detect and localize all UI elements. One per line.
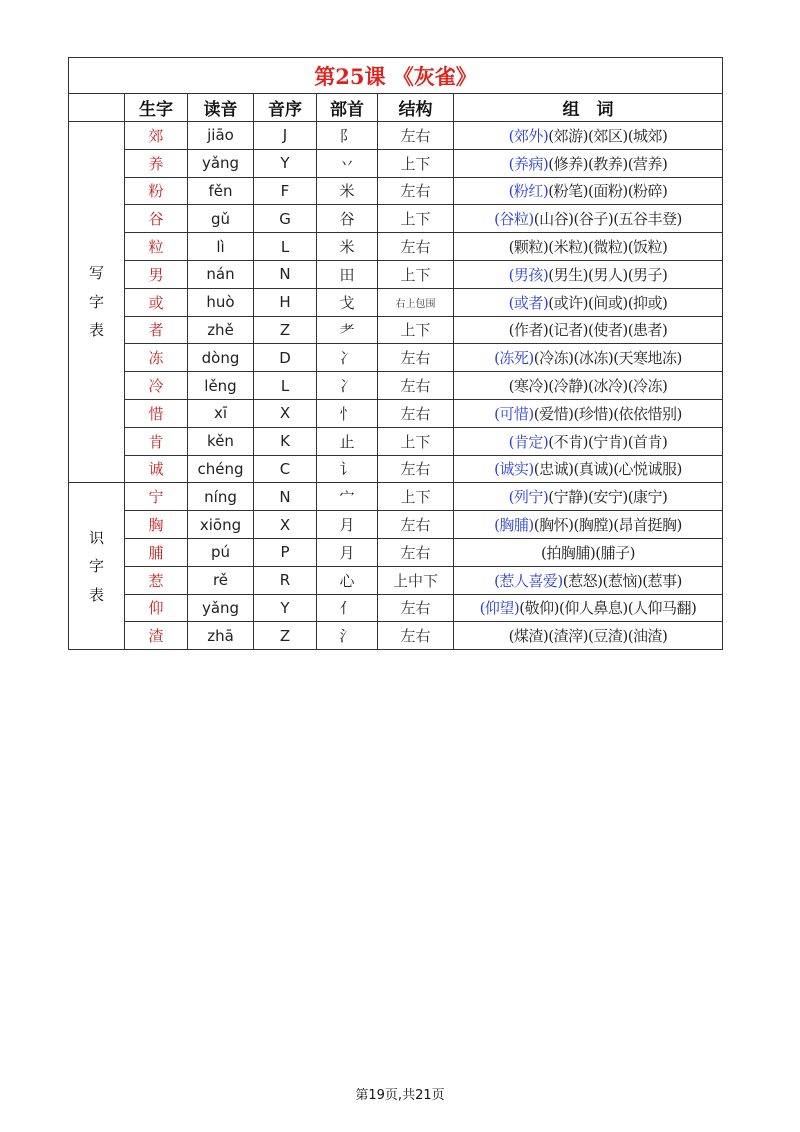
words-cell [454,233,723,261]
radical-cell: 亻 [317,594,378,622]
highlighted-word: (仰望) [479,599,520,618]
words-cell [454,483,723,511]
highlighted-word: (肯定) [508,432,549,451]
words-cell [454,122,723,150]
structure-cell: 上下 [378,260,454,288]
order-cell: N [254,260,317,288]
words-cell [454,260,723,288]
pinyin-cell: dòng [188,344,254,372]
word-group: (粉笔)(面粉)(粉碎) [548,182,668,201]
order-cell: R [254,566,317,594]
table-row [69,566,723,594]
order-cell: Z [254,622,317,650]
character-cell: 男 [125,260,188,288]
table-row [69,288,723,316]
structure-cell: 上下 [378,427,454,455]
radical-cell: 心 [317,566,378,594]
character-cell: 郊 [125,122,188,150]
structure-cell: 上下 [378,149,454,177]
highlighted-word: (或者) [508,293,549,312]
order-cell: N [254,483,317,511]
order-cell: P [254,538,317,566]
pinyin-cell: chéng [188,455,254,483]
word-group: (不肯)(宁肯)(首肯) [548,432,668,451]
pinyin-cell: rě [188,566,254,594]
group-label: 写 字 表 [69,122,125,483]
structure-cell: 左右 [378,372,454,400]
words-cell [454,205,723,233]
order-cell: L [254,233,317,261]
radical-cell: 谷 [317,205,378,233]
table-row [69,316,723,344]
words-cell [454,177,723,205]
order-cell: H [254,288,317,316]
word-group: (或许)(间或)(抑或) [548,293,668,312]
word-group: (作者)(记者)(使者)(患者) [508,321,668,340]
order-cell: Z [254,316,317,344]
pinyin-cell: jiāo [188,122,254,150]
highlighted-word: (郊外) [508,126,549,145]
lesson-title: 第25课 《灰雀》 [69,58,723,94]
character-cell: 仰 [125,594,188,622]
word-group: (煤渣)(渣滓)(豆渣)(油渣) [508,627,668,646]
pinyin-cell: lì [188,233,254,261]
structure-cell: 左右 [378,177,454,205]
radical-cell: 氵 [317,622,378,650]
word-group: (宁静)(安宁)(康宁) [548,488,668,507]
character-cell: 者 [125,316,188,344]
table-row [69,260,723,288]
page-footer: 第19页,共21页 [355,1088,445,1103]
table-row [69,344,723,372]
character-cell: 冷 [125,372,188,400]
character-cell: 肯 [125,427,188,455]
word-group: (惹怒)(惹恼)(惹事) [562,571,682,590]
character-cell: 渣 [125,622,188,650]
word-group: (爱惜)(珍惜)(依依惜别) [533,404,682,423]
order-cell: D [254,344,317,372]
order-cell: X [254,511,317,539]
pinyin-cell: xiōng [188,511,254,539]
highlighted-word: (男孩) [508,265,549,284]
highlighted-word: (列宁) [508,488,549,507]
word-group: (寒冷)(冷静)(冰冷)(冷冻) [508,377,668,396]
table-row [69,205,723,233]
table-row [69,399,723,427]
word-group: (冷冻)(冰冻)(天寒地冻) [533,349,682,368]
structure-cell: 左右 [378,622,454,650]
highlighted-word: (粉红) [508,182,549,201]
character-cell: 粉 [125,177,188,205]
order-cell: Y [254,594,317,622]
character-cell: 宁 [125,483,188,511]
radical-cell: 忄 [317,399,378,427]
radical-cell: 月 [317,538,378,566]
structure-cell: 上下 [378,483,454,511]
word-group: (胸怀)(胸膛)(昂首挺胸) [533,516,682,535]
pinyin-cell: yǎng [188,149,254,177]
words-cell [454,455,723,483]
character-cell: 粒 [125,233,188,261]
character-cell: 惹 [125,566,188,594]
table-row [69,427,723,455]
words-cell [454,149,723,177]
character-cell: 脯 [125,538,188,566]
structure-cell: 左右 [378,122,454,150]
pinyin-cell: yǎng [188,594,254,622]
character-cell: 谷 [125,205,188,233]
word-group: (男生)(男人)(男子) [548,265,668,284]
radical-cell: 戈 [317,288,378,316]
radical-cell: 宀 [317,483,378,511]
header-pinyin: 读音 [188,94,254,122]
highlighted-word: (冻死) [494,349,534,368]
table-row [69,511,723,539]
pinyin-cell: pú [188,538,254,566]
radical-cell: 丷 [317,149,378,177]
word-group: (拍胸脯)(脯子) [541,543,635,562]
header-char: 生字 [125,94,188,122]
pinyin-cell: gǔ [188,205,254,233]
pinyin-cell: fěn [188,177,254,205]
words-cell [454,427,723,455]
words-cell [454,372,723,400]
order-cell: G [254,205,317,233]
radical-cell: 米 [317,177,378,205]
table-row [69,455,723,483]
structure-cell: 左右 [378,538,454,566]
header-structure: 结构 [378,94,454,122]
structure-cell: 左右 [378,511,454,539]
structure-cell: 左右 [378,594,454,622]
words-cell [454,316,723,344]
group-label: 识 字 表 [69,483,125,650]
vocabulary-table [68,57,723,650]
radical-cell: 田 [317,260,378,288]
structure-cell: 上中下 [378,566,454,594]
character-cell: 或 [125,288,188,316]
radical-cell: 月 [317,511,378,539]
structure-cell: 左右 [378,233,454,261]
highlighted-word: (可惜) [494,404,534,423]
highlighted-word: (惹人喜爱) [494,571,563,590]
word-group: (山谷)(谷子)(五谷丰登) [533,210,682,229]
word-group: (颗粒)(米粒)(微粒)(饭粒) [508,238,668,257]
order-cell: C [254,455,317,483]
header-radical: 部首 [317,94,378,122]
character-cell: 惜 [125,399,188,427]
word-group: (敬仰)(仰人鼻息)(人仰马翻) [519,599,697,618]
pinyin-cell: huò [188,288,254,316]
structure-cell: 上下 [378,205,454,233]
radical-cell: 阝 [317,122,378,150]
words-cell [454,511,723,539]
order-cell: X [254,399,317,427]
character-cell: 胸 [125,511,188,539]
word-group: (修养)(教养)(营养) [548,154,668,173]
character-cell: 诚 [125,455,188,483]
table-row [69,177,723,205]
table-row [69,149,723,177]
radical-cell: 讠 [317,455,378,483]
words-cell [454,344,723,372]
words-cell [454,399,723,427]
order-cell: L [254,372,317,400]
pinyin-cell: nán [188,260,254,288]
structure-cell: 左右 [378,455,454,483]
structure-cell: 左右 [378,399,454,427]
words-cell [454,566,723,594]
pinyin-cell: kěn [188,427,254,455]
words-cell [454,538,723,566]
structure-cell: 右上包围 [378,288,454,316]
order-cell: F [254,177,317,205]
structure-cell: 左右 [378,344,454,372]
radical-cell: 止 [317,427,378,455]
highlighted-word: (胸脯) [494,516,534,535]
structure-cell: 上下 [378,316,454,344]
radical-cell: 冫 [317,372,378,400]
pinyin-cell: xī [188,399,254,427]
table-row [69,372,723,400]
character-cell: 养 [125,149,188,177]
table-row [69,538,723,566]
words-cell [454,288,723,316]
radical-cell: 冫 [317,344,378,372]
pinyin-cell: zhě [188,316,254,344]
words-cell [454,594,723,622]
pinyin-cell: níng [188,483,254,511]
column-headers [69,94,723,122]
highlighted-word: (养病) [508,154,549,173]
table-row [69,594,723,622]
word-group: (忠诚)(真诚)(心悦诚服) [533,460,682,479]
table-row [69,483,723,511]
word-group: (郊游)(郊区)(城郊) [548,126,668,145]
character-cell: 冻 [125,344,188,372]
pinyin-cell: lěng [188,372,254,400]
order-cell: K [254,427,317,455]
table-row [69,233,723,261]
header-words: 组 词 [454,94,723,122]
order-cell: Y [254,149,317,177]
blank-header [69,94,125,122]
order-cell: J [254,122,317,150]
header-order: 音序 [254,94,317,122]
highlighted-word: (谷粒) [494,210,534,229]
table-row [69,122,723,150]
radical-cell: 耂 [317,316,378,344]
table-row [69,622,723,650]
pinyin-cell: zhā [188,622,254,650]
words-cell [454,622,723,650]
highlighted-word: (诚实) [494,460,534,479]
radical-cell: 米 [317,233,378,261]
